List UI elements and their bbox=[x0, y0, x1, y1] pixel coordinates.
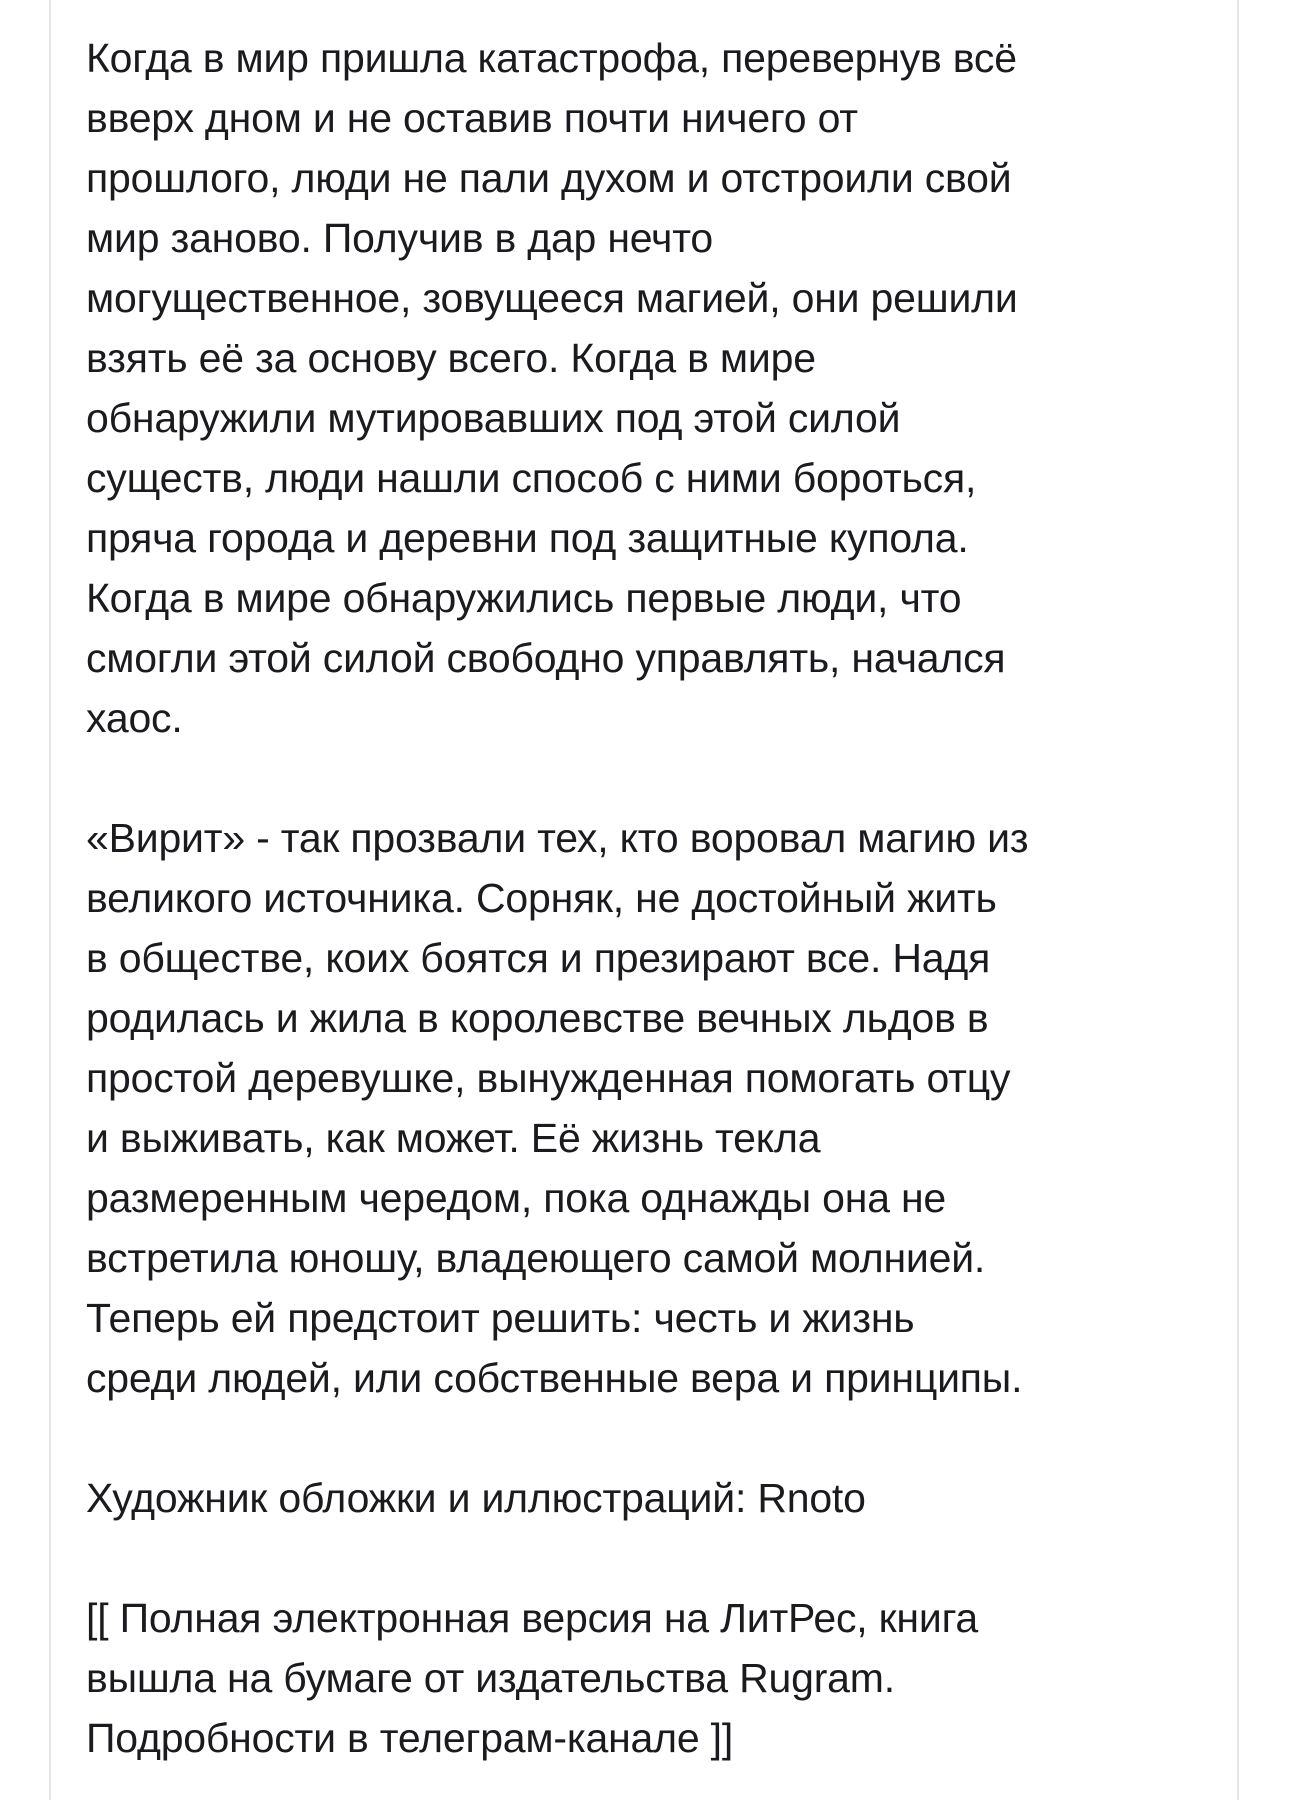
text-line: прошлого, люди не пали духом и отстроили свой bbox=[86, 155, 1012, 201]
paragraph-illustrator bbox=[86, 1468, 1201, 1528]
text-line: в обществе, коих боятся и презирают все. Надя bbox=[86, 935, 991, 981]
text-line: и выживать, как может. Её жизнь текла bbox=[86, 1115, 821, 1161]
text-line: хаос. bbox=[86, 695, 183, 741]
book-description bbox=[86, 28, 1201, 1768]
text-line: встретила юношу, владеющего самой молнией. bbox=[86, 1235, 986, 1281]
text-line: вверх дном и не оставив почти ничего от bbox=[86, 95, 858, 141]
text-line: смогли этой силой свободно управлять, начался bbox=[86, 635, 1006, 681]
text-line: «Вирит» - так прозвали тех, кто воровал магию из bbox=[86, 815, 1029, 861]
text-line: пряча города и деревни под защитные купола. bbox=[86, 515, 969, 561]
text-line: размеренным чередом, пока однажды она не bbox=[86, 1175, 947, 1221]
text-line: простой деревушке, вынужденная помогать отцу bbox=[86, 1055, 1011, 1101]
text-line: Художник обложки и иллюстраций: Rnoto bbox=[86, 1475, 866, 1521]
text-line: Подробности в телеграм-канале ]] bbox=[86, 1715, 734, 1761]
paragraph-intro bbox=[86, 28, 1201, 748]
paragraph-virit bbox=[86, 808, 1201, 1408]
text-line: родилась и жила в королевстве вечных льдов в bbox=[86, 995, 989, 1041]
text-line: существ, люди нашли способ с ними бороться, bbox=[86, 455, 977, 501]
text-line: [[ Полная электронная версия на ЛитРес, книга bbox=[86, 1595, 979, 1641]
text-line: Когда в мире обнаружились первые люди, что bbox=[86, 575, 962, 621]
text-line: мир заново. Получив в дар нечто bbox=[86, 215, 713, 261]
text-line: могущественное, зовущееся магией, они решили bbox=[86, 275, 1018, 321]
paragraph-publication-note bbox=[86, 1588, 1201, 1768]
text-line: обнаружили мутировавших под этой силой bbox=[86, 395, 901, 441]
text-line: Когда в мир пришла катастрофа, перевернув всё bbox=[86, 35, 1017, 81]
text-line: Теперь ей предстоит решить: честь и жизнь bbox=[86, 1295, 915, 1341]
text-line: среди людей, или собственные вера и принципы. bbox=[86, 1355, 1023, 1401]
text-line: великого источника. Сорняк, не достойный жить bbox=[86, 875, 997, 921]
text-line: вышла на бумаге от издательства Rugram. bbox=[86, 1655, 895, 1701]
text-line: взять её за основу всего. Когда в мире bbox=[86, 335, 816, 381]
